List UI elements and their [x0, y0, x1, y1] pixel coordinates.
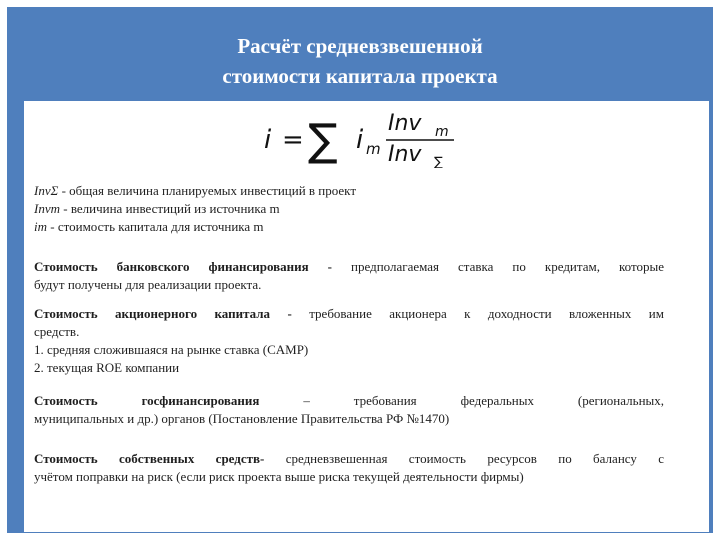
- paragraph-heading: Стоимость акционерного капитала -: [34, 306, 292, 321]
- definition-text: - стоимость капитала для источника m: [47, 219, 264, 234]
- paragraph-text: средневзвешенная стоимость ресурсов по балансу с: [264, 451, 664, 466]
- paragraph-text: учётом поправки на риск (если риск проекта выше риска текущей деятельности фирмы): [34, 469, 524, 484]
- wacc-formula: [262, 108, 482, 168]
- content-panel: [24, 101, 709, 532]
- definition-text: - величина инвестиций из источника m: [60, 201, 280, 216]
- paragraph-own-funds: [34, 450, 664, 486]
- formula-numerator-sub: m: [435, 124, 449, 140]
- paragraph-gov-financing: [34, 392, 664, 428]
- formula-lhs: i: [264, 125, 272, 155]
- paragraph-text: будут получены для реализации проекта.: [34, 277, 262, 292]
- definitions-list: [34, 182, 356, 236]
- paragraph-text: – требования федеральных (региональных,: [303, 393, 665, 408]
- list-item: 2. текущая ROE компании: [34, 360, 180, 375]
- definition-symbol: InvΣ: [34, 183, 59, 198]
- title-line-2: стоимости капитала проекта: [222, 64, 498, 88]
- formula-numerator: Inv: [388, 111, 422, 136]
- slide-frame: [7, 7, 713, 533]
- definition-item: [34, 218, 356, 236]
- slide-title: [7, 31, 713, 91]
- formula-factor: i: [356, 125, 364, 155]
- paragraph-heading: Стоимость банковского финансирования -: [34, 259, 333, 274]
- formula-sum: ∑: [308, 115, 338, 166]
- paragraph-bank-financing: [34, 258, 664, 294]
- paragraph-heading: Стоимость собственных средств-: [34, 451, 265, 466]
- formula-equals: =: [282, 125, 304, 155]
- paragraph-text: средств.: [34, 324, 80, 339]
- paragraph-equity-capital: [34, 305, 664, 377]
- definition-text: - общая величина планируемых инвестиций в проект: [58, 183, 356, 198]
- list-item: 1. средняя сложившаяся на рынке ставка (CAMP): [34, 342, 309, 357]
- formula-svg: [262, 108, 482, 168]
- formula-factor-sub: m: [366, 140, 381, 158]
- definition-symbol: im: [34, 219, 47, 234]
- definition-item: [34, 200, 356, 218]
- definition-item: [34, 182, 356, 200]
- paragraph-text: муниципальных и др.) органов (Постановление Правительства РФ №1470): [34, 411, 450, 426]
- paragraph-heading-word: госфинансирования: [141, 393, 260, 408]
- definition-symbol: Invm: [34, 201, 60, 216]
- formula-denominator: Inv: [388, 142, 422, 167]
- paragraph-text: предполагаемая ставка по кредитам, которые: [332, 259, 664, 274]
- paragraph-heading-word: Стоимость: [34, 393, 98, 408]
- formula-denominator-sub: ∑: [434, 155, 443, 168]
- paragraph-text: требование акционера к доходности вложенных им: [291, 306, 664, 321]
- title-line-1: Расчёт средневзвешенной: [237, 34, 483, 58]
